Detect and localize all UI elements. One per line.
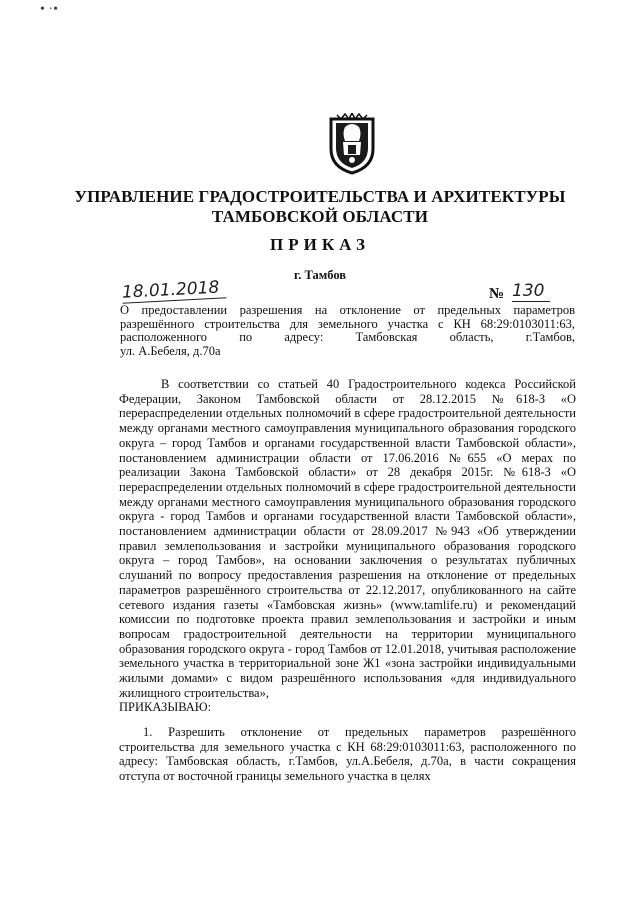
subject-line: ул. А.Бебеля, д.70а (120, 343, 221, 358)
order-subject (120, 304, 575, 358)
subject-line: О предоставлении разрешения на отклонение от предельных параметров (120, 303, 575, 317)
preamble (119, 377, 576, 715)
number-label: № (489, 286, 505, 302)
preamble-paragraph: В соответствии со статьей 40 Градостроительного кодекса Российской Федерации, Законом Тамбовской области от 28.12.2015 №618-З «О перераспределении отдельных полномочий в сфере градостроительной деятельности между органами местного самоуправления муниципального образования городского округа – город Тамбов и органами государственной власти Тамбовской области», постановлением администрации области от 17.06.2016 №655 «О мерах по реализации Закона Тамбовской области» от 28 декабря 2015г. №618-З «О перераспределении отдельных полномочий в сфере градостроительной деятельности между органами местного самоуправления муниципального образования городского округа - город Тамбов и органами государственной власти Тамбовской области», постановлением администрации области от 28.09.2017 №943 «Об утверждении правил землепользования и застройки муниципального образования городского округа – город Тамбов», на основании заключения о результатах публичных слушаний по вопросу предоставления разрешения на отклонение от предельных параметров разрешённого строительства от 22.12.2017, опубликованного на сайте сетевого издания газеты «Тамбовская жизнь» (www.tamlife.ru) и рекомендаций комиссии по подготовке проекта правил землепользования и застройки и иным вопросам градостроительной деятельности на территории муниципального образования городского округа - город Тамбов от 12.01.2018, учитывая расположение земельного участка в территориальной зоне Ж1 «зона застройки индивидуальными жилыми домами» с видом разрешённого использования «для индивидуального жилищного строительства», (119, 377, 576, 700)
handwritten-date: 18.01.2018 (122, 277, 227, 303)
corner-mark: • ·• (40, 2, 58, 17)
org-line-2: ТАМБОВСКОЙ ОБЛАСТИ (211, 207, 429, 226)
handwritten-number: 130 (512, 281, 550, 302)
order-word: ПРИКАЗЫВАЮ: (119, 700, 212, 715)
organization-title (0, 187, 640, 227)
order-items (119, 725, 576, 784)
subject-line: расположенного по адресу: Тамбовская область, г.Тамбов, (120, 330, 575, 344)
document-type: ПРИКАЗ (270, 235, 370, 254)
org-line-1: УПРАВЛЕНИЕ ГРАДОСТРОИТЕЛЬСТВА И АРХИТЕКТУРЫ (74, 187, 566, 206)
order-item: 1. Разрешить отклонение от предельных параметров разрешённого строительства для земельного участка с КН 68:29:0103011:63, расположенного по адресу: Тамбовская область, г.Тамбов, ул.А.Бебеля, д.70а, в части сокращения отступа от восточной границы земельного участка в целях (119, 725, 576, 784)
subject-line: разрешённого строительства для земельного участка с КН 68:29:0103011:63, (120, 316, 575, 331)
city: г. Тамбов (293, 268, 347, 282)
coat-of-arms-icon (327, 113, 377, 175)
